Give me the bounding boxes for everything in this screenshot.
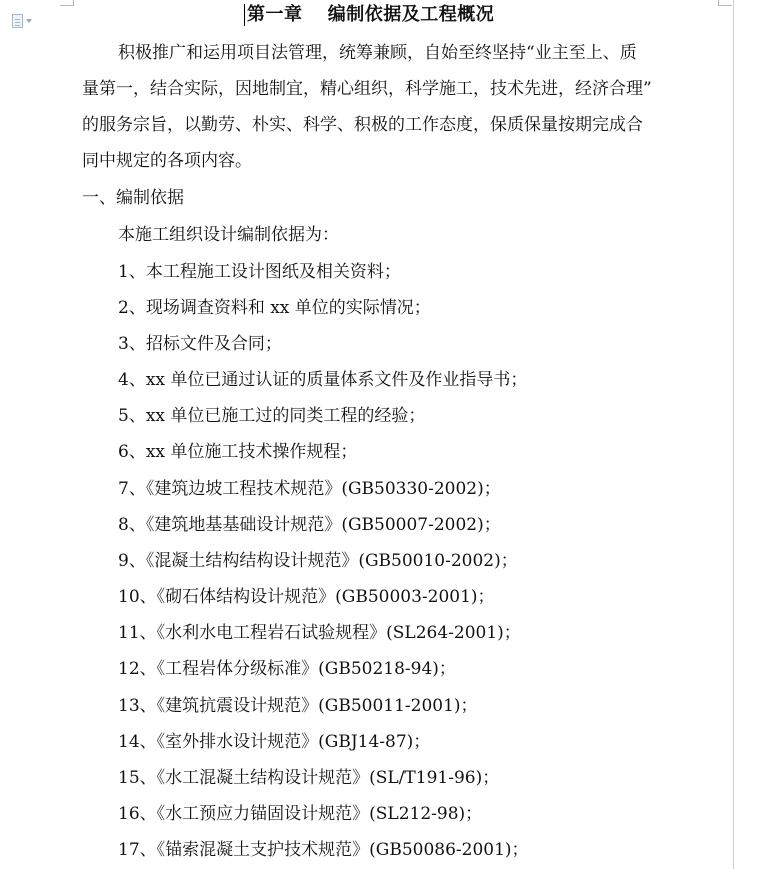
basis-item: 5、xx 单位已施工过的同类工程的经验； xyxy=(118,406,426,426)
basis-item: 1、本工程施工设计图纸及相关资料； xyxy=(118,262,401,282)
intro-line: 量第一，结合实际，因地制宜，精心组织，科学施工，技术先进，经济合理” xyxy=(82,79,652,99)
document-icon[interactable] xyxy=(12,12,42,30)
intro-line: 的服务宗旨，以勤劳、朴实、科学、积极的工作态度，保质保量按期完成合 xyxy=(82,115,643,135)
page-sheet-icon xyxy=(12,14,23,28)
basis-item: 13、《建筑抗震设计规范》(GB50011-2001)； xyxy=(118,696,478,716)
basis-item: 6、xx 单位施工技术操作规程； xyxy=(118,442,358,462)
basis-item: 10、《砌石体结构设计规范》(GB50003-2001)； xyxy=(118,587,495,607)
text-cursor xyxy=(244,4,245,26)
right-margin-line xyxy=(733,0,734,869)
chevron-down-icon xyxy=(26,19,32,23)
basis-item: 14、《室外排水设计规范》(GBJ14-87)； xyxy=(118,732,431,752)
intro-line: 积极推广和运用项目法管理，统筹兼顾，自始至终坚持“业主至上、质 xyxy=(118,43,637,63)
basis-item: 9、《混凝土结构结构设计规范》(GB50010-2002)； xyxy=(118,551,518,571)
margin-mark-top-right xyxy=(718,0,732,6)
chapter-title: 第一章 编制依据及工程概况 xyxy=(247,4,495,25)
basis-item: 17、《锚索混凝土支护技术规范》(GB50086-2001)； xyxy=(118,840,529,860)
basis-item: 15、《水工混凝土结构设计规范》(SL/T191-96)； xyxy=(118,768,500,788)
basis-item: 3、招标文件及合同； xyxy=(118,334,282,354)
basis-item: 8、《建筑地基基础设计规范》(GB50007-2002)； xyxy=(118,515,501,535)
basis-item: 7、《建筑边坡工程技术规范》(GB50330-2002)； xyxy=(118,479,501,499)
basis-item: 12、《工程岩体分级标准》(GB50218-94)； xyxy=(118,659,456,679)
intro-line: 同中规定的各项内容。 xyxy=(82,151,252,171)
basis-item: 16、《水工预应力锚固设计规范》(SL212-98)； xyxy=(118,804,483,824)
basis-intro: 本施工组织设计编制依据为： xyxy=(118,225,339,245)
section-heading: 一、编制依据 xyxy=(82,188,184,208)
basis-item: 2、现场调查资料和 xx 单位的实际情况； xyxy=(118,298,431,318)
basis-item: 11、《水利水电工程岩石试验规程》(SL264-2001)； xyxy=(118,623,521,643)
margin-mark-top-left xyxy=(60,0,74,6)
basis-item: 4、xx 单位已通过认证的质量体系文件及作业指导书； xyxy=(118,370,528,390)
